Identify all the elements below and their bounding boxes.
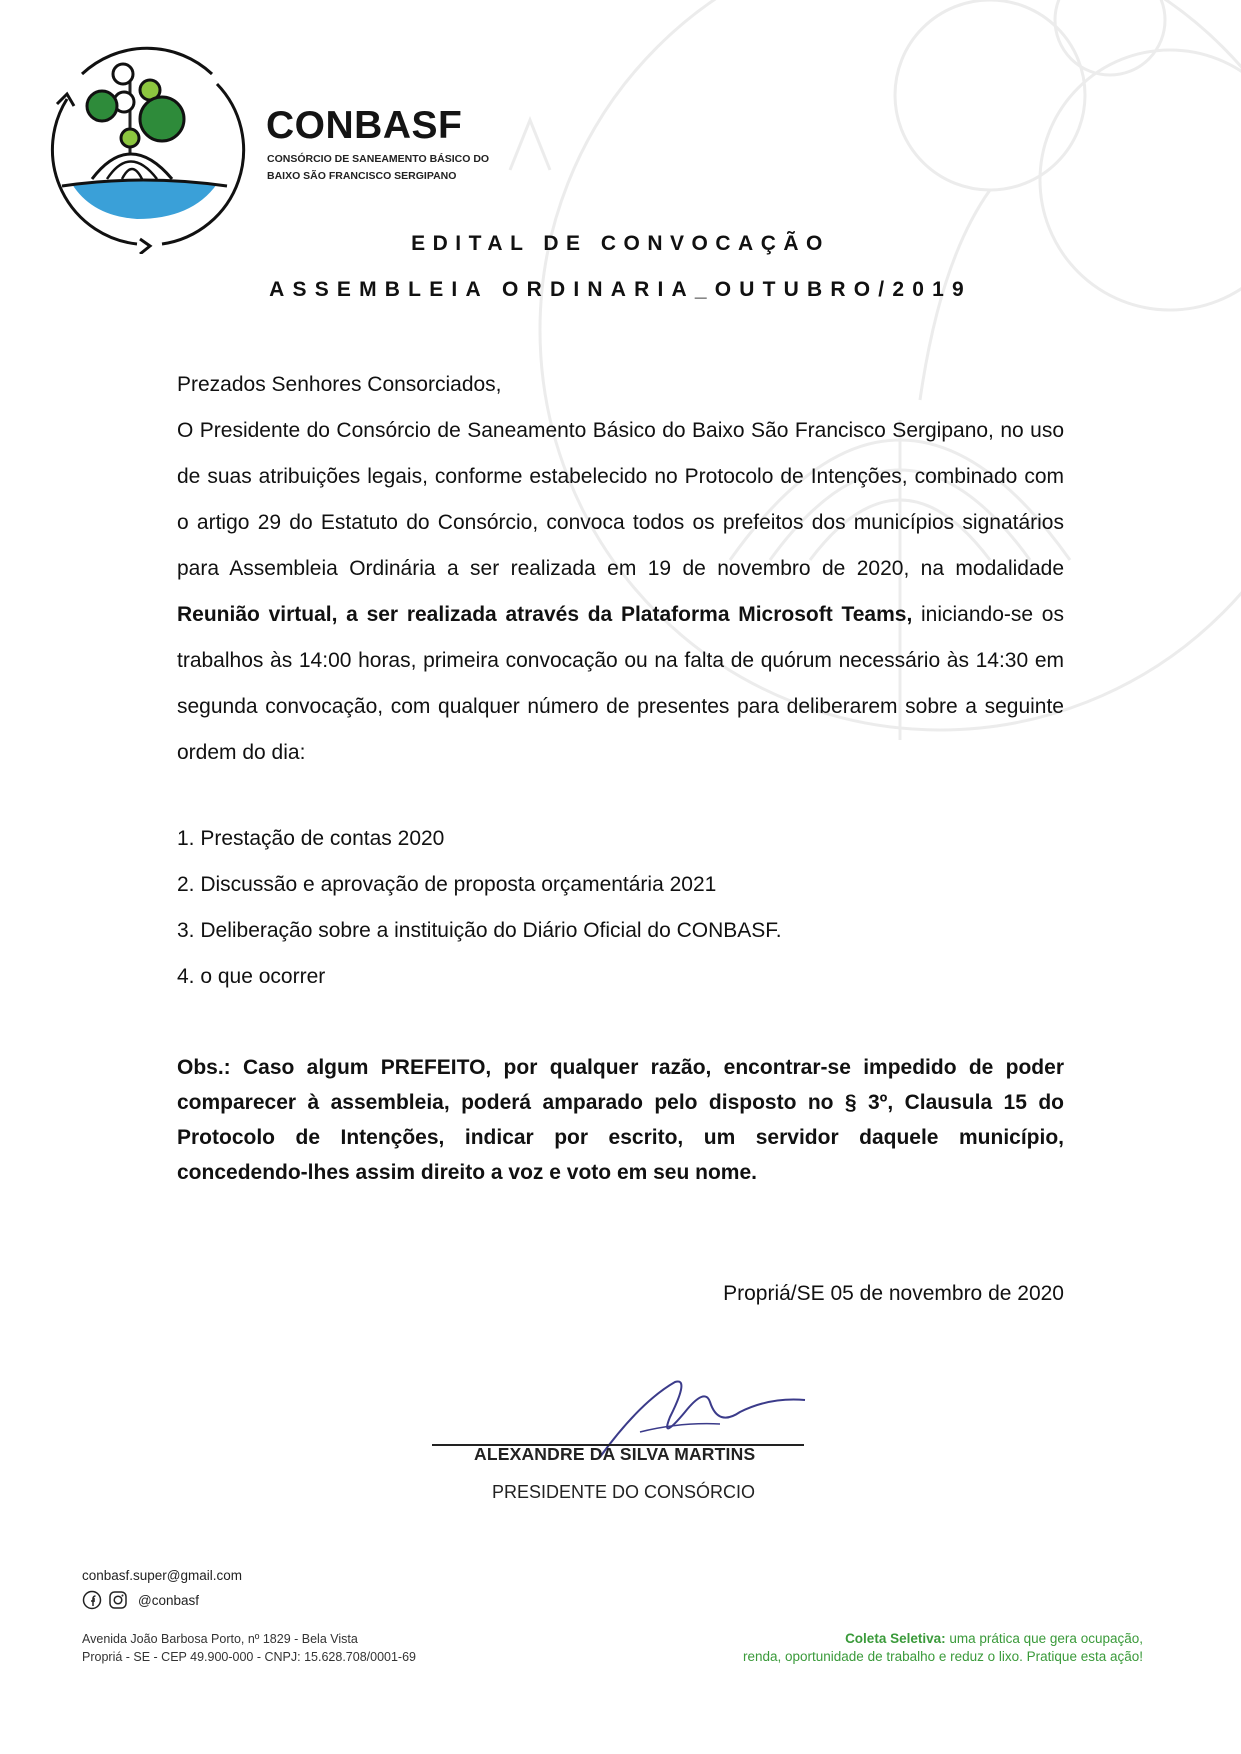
social-handle: @conbasf (138, 1592, 199, 1608)
signature-block (430, 1372, 810, 1512)
paragraph-part2: iniciando-se os trabalhos às 14:00 horas, primeira convocação ou na falta de quórum necessário às 14:30 em segunda convocação, com qualquer número de presentes para deliberarem sobre a seguinte ordem do dia: (177, 603, 1064, 764)
main-paragraph (177, 408, 1064, 776)
paragraph-part1: O Presidente do Consórcio de Saneamento Básico do Baixo São Francisco Sergipano, no uso de suas atribuições legais, conforme estabelecido no Protocolo de Intenções, combinado com o artigo 29 do Estatuto do Consórcio, convoca todos os prefeitos dos municípios signatários para Assembleia Ordinária a ser realizada em 19 de novembro de 2020, na modalidade (177, 419, 1064, 580)
place-date: Propriá/SE 05 de novembro de 2020 (723, 1282, 1064, 1305)
signatory-role: PRESIDENTE DO CONSÓRCIO (492, 1482, 756, 1502)
brand-subtitle (267, 151, 489, 185)
observation-note: Obs.: Caso algum PREFEITO, por qualquer razão, encontrar-se impedido de poder comparecer à assembleia, poderá amparado pelo disposto no § 3º, Clausula 15 do Protocolo de Intenções, indicar por escrito, um servidor daquele município, concedendo-lhes assim direito a voz e voto em seu nome. (177, 1056, 1064, 1184)
document-body (177, 362, 1064, 776)
agenda-item: 3. Deliberação sobre a instituição do Diário Oficial do CONBASF. (177, 919, 782, 942)
document-title: EDITAL DE CONVOCAÇÃO (411, 232, 830, 255)
brand-subtitle-line2: BAIXO SÃO FRANCISCO SERGIPANO (267, 170, 457, 182)
greeting: Prezados Senhores Consorciados, (177, 373, 502, 396)
recycling-note-line1: uma prática que gera ocupação, (945, 1631, 1143, 1646)
address-line1: Avenida João Barbosa Porto, nº 1829 - Bela Vista (82, 1632, 358, 1646)
agenda-list (177, 816, 782, 1000)
signatory-name: ALEXANDRE DA SILVA MARTINS (474, 1444, 756, 1464)
footer-address (82, 1630, 416, 1666)
brand-subtitle-line1: CONSÓRCIO DE SANEAMENTO BÁSICO DO (267, 153, 490, 165)
recycling-note (623, 1630, 1143, 1666)
footer-email: conbasf.super@gmail.com (82, 1568, 243, 1583)
address-line2: Propriá - SE - CEP 49.900-000 - CNPJ: 15.628.708/0001-69 (82, 1650, 416, 1664)
agenda-item: 2. Discussão e aprovação de proposta orçamentária 2021 (177, 873, 717, 896)
recycling-note-bold: Coleta Seletiva: (845, 1631, 946, 1646)
paragraph-bold: Reunião virtual, a ser realizada através da Plataforma Microsoft Teams, (177, 603, 913, 626)
brand-name: CONBASF (266, 104, 463, 147)
instagram-icon (108, 1590, 128, 1610)
conbasf-logo-emblem (42, 44, 252, 254)
agenda-item: 1. Prestação de contas 2020 (177, 827, 445, 850)
document-subtitle: ASSEMBLEIA ORDINARIA_OUTUBRO/2019 (269, 278, 972, 301)
recycling-note-line2: renda, oportunidade de trabalho e reduz o lixo. Pratique esta ação! (742, 1649, 1143, 1664)
footer-social (82, 1588, 199, 1612)
facebook-icon (82, 1590, 102, 1610)
agenda-item: 4. o que ocorrer (177, 965, 326, 988)
